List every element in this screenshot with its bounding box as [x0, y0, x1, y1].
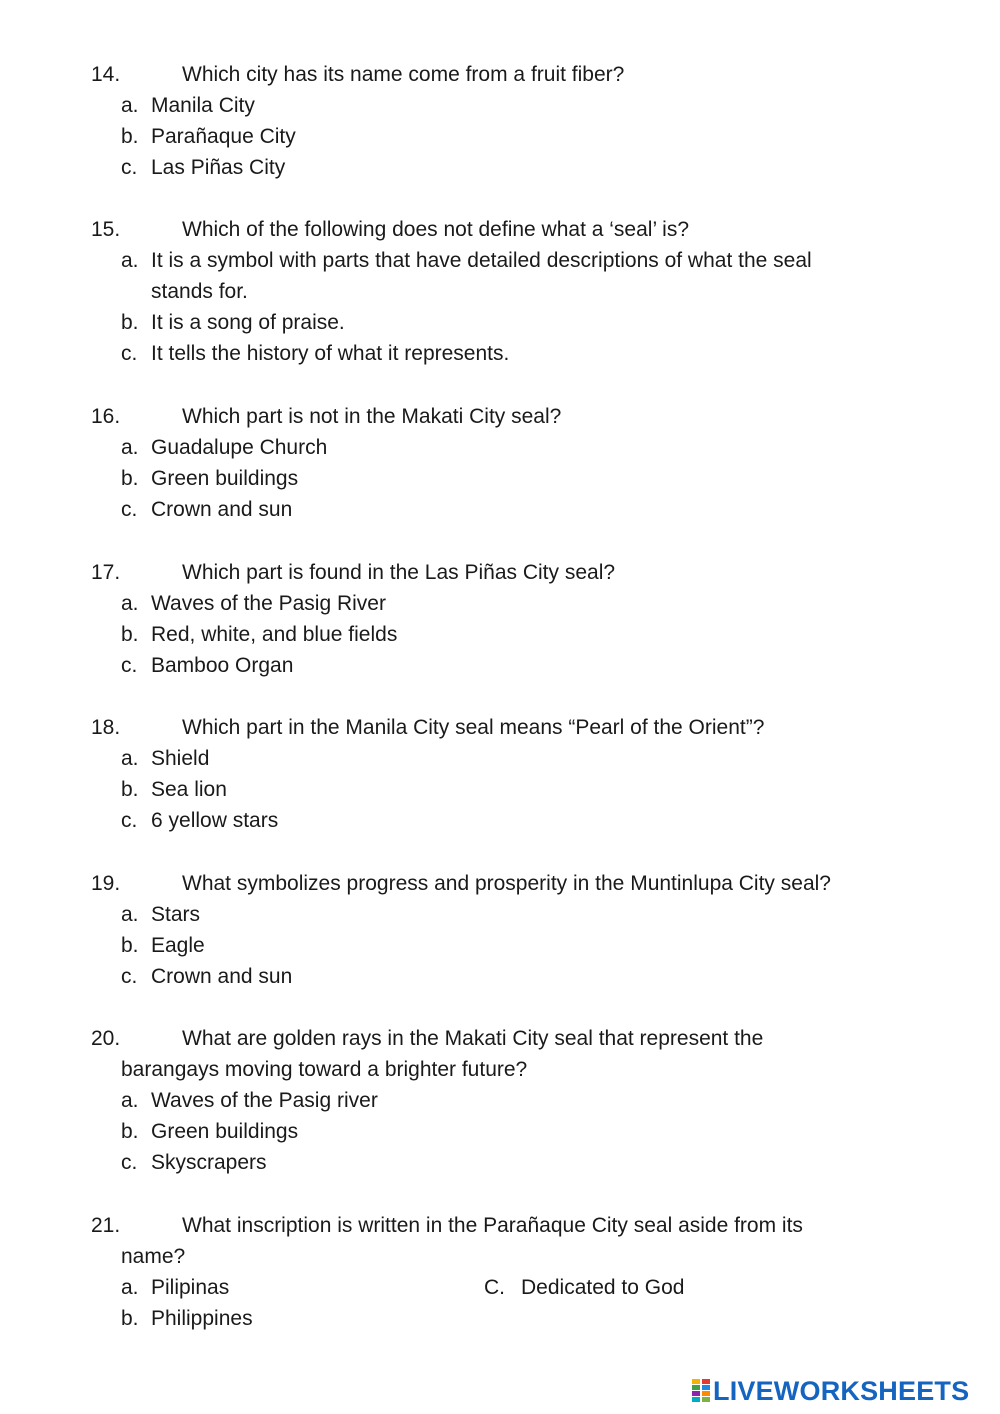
- option-c-letter[interactable]: C.: [484, 1276, 505, 1299]
- question-line: [0, 59, 1000, 90]
- option-a[interactable]: [0, 90, 1000, 121]
- option-text: Green buildings: [151, 1120, 299, 1143]
- question-line: [0, 712, 1000, 743]
- question-line: [0, 557, 1000, 588]
- option-b[interactable]: [0, 930, 1000, 961]
- question-number: 16.: [91, 405, 121, 428]
- option-text: Waves of the Pasig River: [151, 592, 386, 615]
- option-a[interactable]: [0, 245, 1000, 276]
- option-text: Crown and sun: [151, 498, 293, 521]
- option-text: Eagle: [151, 934, 205, 957]
- option-letter: b.: [121, 1307, 139, 1330]
- question-line: [0, 1210, 1000, 1241]
- option-letter: b.: [121, 778, 139, 801]
- option-letter: a.: [121, 1089, 139, 1112]
- option-c[interactable]: [0, 1147, 1000, 1178]
- question-text: Which part is not in the Makati City seal?: [182, 405, 562, 428]
- option-letter: a.: [121, 249, 139, 272]
- option-a[interactable]: [0, 899, 1000, 930]
- question-number: 19.: [91, 872, 121, 895]
- question-text: Which city has its name come from a fruit fiber?: [182, 63, 625, 86]
- question-line: [0, 1023, 1000, 1054]
- question-text: Which part in the Manila City seal means “Pearl of the Orient”?: [182, 716, 765, 739]
- option-letter: a.: [121, 592, 139, 615]
- liveworksheets-logo: [692, 1376, 969, 1406]
- question-number: 17.: [91, 561, 121, 584]
- option-a[interactable]: [0, 1085, 1000, 1116]
- option-text: Skyscrapers: [151, 1151, 267, 1174]
- option-text-continued: stands for.: [151, 280, 248, 303]
- option-letter: a.: [121, 94, 139, 117]
- question-line-continued: [0, 1241, 1000, 1272]
- option-c[interactable]: [0, 961, 1000, 992]
- option-text: Red, white, and blue fields: [151, 623, 398, 646]
- option-letter: c.: [121, 498, 138, 521]
- option-a[interactable]: [0, 432, 1000, 463]
- question-15: [0, 214, 1000, 369]
- option-letter: c.: [121, 342, 138, 365]
- question-text: What are golden rays in the Makati City seal that represent the: [182, 1027, 764, 1050]
- option-letter: c.: [121, 809, 138, 832]
- option-letter: b.: [121, 467, 139, 490]
- question-text: What inscription is written in the Parañaque City seal aside from its: [182, 1214, 803, 1237]
- option-letter: a.: [121, 436, 139, 459]
- option-letter: a.: [121, 903, 139, 926]
- option-b[interactable]: [0, 774, 1000, 805]
- question-19: [0, 868, 1000, 992]
- question-number: 15.: [91, 218, 121, 241]
- option-a-letter[interactable]: a.: [121, 1276, 139, 1299]
- option-letter: c.: [121, 965, 138, 988]
- question-line: [0, 401, 1000, 432]
- question-number: 14.: [91, 63, 121, 86]
- option-text: 6 yellow stars: [151, 809, 279, 832]
- option-letter: a.: [121, 747, 139, 770]
- option-text: Green buildings: [151, 467, 299, 490]
- option-letter: b.: [121, 1120, 139, 1143]
- question-16: [0, 401, 1000, 525]
- question-14: [0, 59, 1000, 183]
- question-text: Which of the following does not define what a ‘seal’ is?: [182, 218, 690, 241]
- option-a[interactable]: [0, 588, 1000, 619]
- option-text: Stars: [151, 903, 201, 926]
- option-a-continued: [0, 276, 1000, 307]
- question-text-continued: name?: [121, 1245, 186, 1268]
- option-letter: c.: [121, 654, 138, 677]
- question-number: 21.: [91, 1214, 121, 1237]
- liveworksheets-logo-icon: [692, 1379, 710, 1403]
- option-text: Manila City: [151, 94, 255, 117]
- option-letter: b.: [121, 311, 139, 334]
- option-text: Bamboo Organ: [151, 654, 294, 677]
- option-text: Guadalupe Church: [151, 436, 328, 459]
- option-text: Las Piñas City: [151, 156, 286, 179]
- question-text: Which part is found in the Las Piñas City seal?: [182, 561, 616, 584]
- option-a-text[interactable]: Pilipinas: [151, 1276, 230, 1299]
- question-number: 20.: [91, 1027, 121, 1050]
- question-number: 18.: [91, 716, 121, 739]
- option-letter: c.: [121, 1151, 138, 1174]
- option-a[interactable]: [0, 743, 1000, 774]
- option-c[interactable]: [0, 494, 1000, 525]
- question-20: [0, 1023, 1000, 1178]
- question-text-continued: barangays moving toward a brighter future?: [121, 1058, 528, 1081]
- option-c[interactable]: [0, 152, 1000, 183]
- option-c[interactable]: [0, 650, 1000, 681]
- question-text: What symbolizes progress and prosperity in the Muntinlupa City seal?: [182, 872, 831, 895]
- question-21: [0, 1210, 1000, 1334]
- option-text: Crown and sun: [151, 965, 293, 988]
- option-c[interactable]: [0, 805, 1000, 836]
- question-line-continued: [0, 1054, 1000, 1085]
- option-b[interactable]: [0, 1303, 1000, 1334]
- brand-name: LIVEWORKSHEETS: [713, 1375, 970, 1406]
- question-18: [0, 712, 1000, 836]
- option-b[interactable]: [0, 307, 1000, 338]
- option-letter: b.: [121, 934, 139, 957]
- option-letter: b.: [121, 623, 139, 646]
- option-text: Philippines: [151, 1307, 253, 1330]
- option-text: It is a song of praise.: [151, 311, 345, 334]
- question-17: [0, 557, 1000, 681]
- question-line: [0, 868, 1000, 899]
- option-text: Parañaque City: [151, 125, 296, 148]
- option-letter: c.: [121, 156, 138, 179]
- option-text: Waves of the Pasig river: [151, 1089, 378, 1112]
- option-c-text[interactable]: Dedicated to God: [521, 1276, 685, 1299]
- option-b[interactable]: [0, 1116, 1000, 1147]
- option-b[interactable]: [0, 463, 1000, 494]
- question-line: [0, 214, 1000, 245]
- option-text: Shield: [151, 747, 210, 770]
- option-b[interactable]: [0, 121, 1000, 152]
- option-letter: b.: [121, 125, 139, 148]
- option-c[interactable]: [0, 338, 1000, 369]
- option-text: It tells the history of what it represents.: [151, 342, 510, 365]
- option-b[interactable]: [0, 619, 1000, 650]
- option-row: [0, 1272, 1000, 1303]
- option-text: Sea lion: [151, 778, 227, 801]
- option-text: It is a symbol with parts that have detailed descriptions of what the seal: [151, 249, 812, 272]
